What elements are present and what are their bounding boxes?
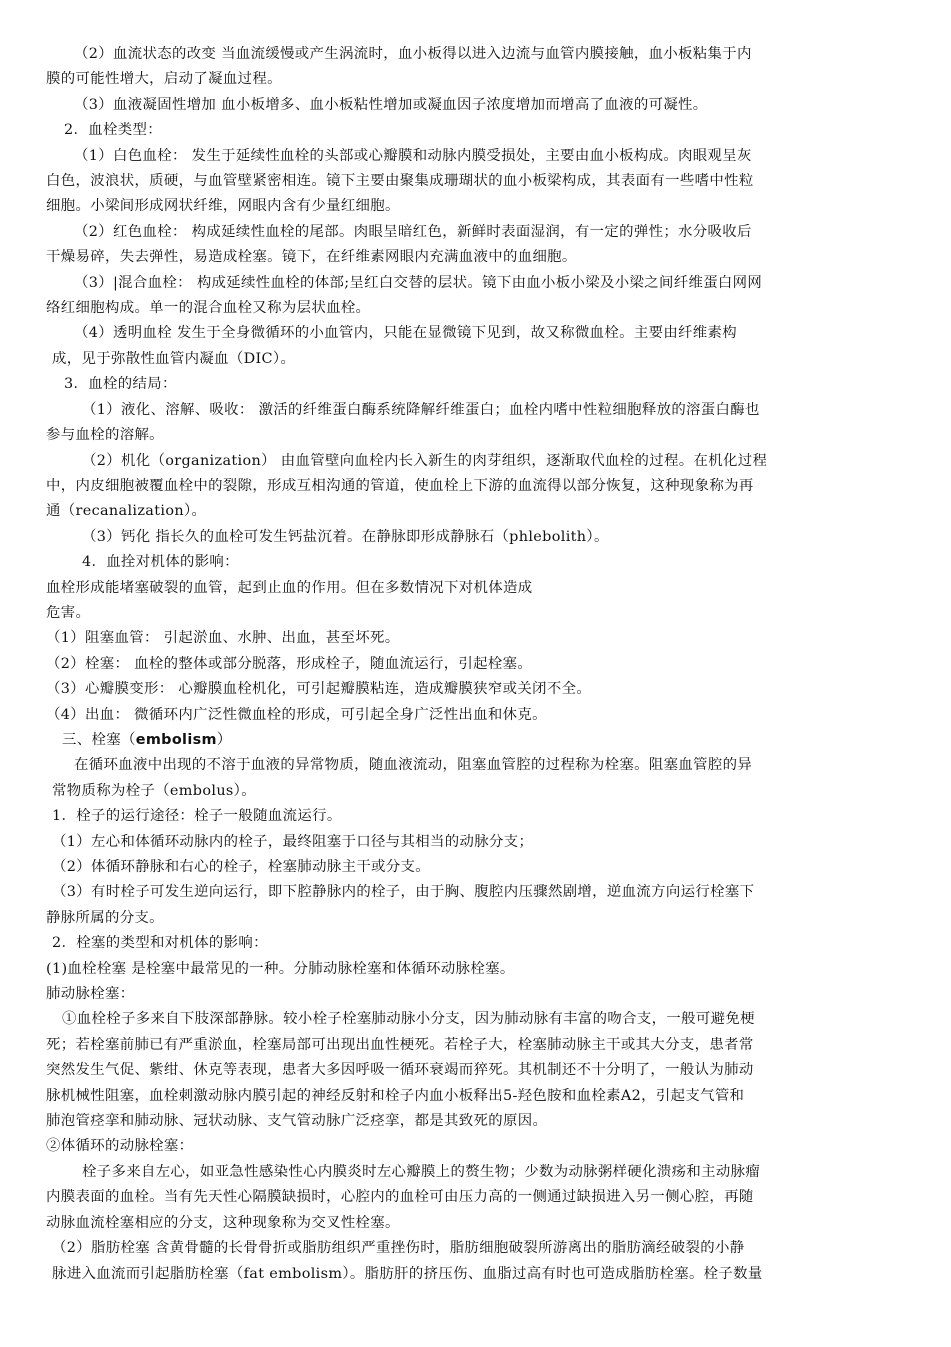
- text-line: 肺泡管痉挛和肺动脉、冠状动脉、支气管动脉广泛痉挛，都是其致死的原因。: [46, 1113, 548, 1130]
- text-line: （2）栓塞： 血栓的整体或部分脱落，形成栓子，随血流运行，引起栓塞。: [46, 655, 533, 672]
- text-line: 络红细胞构成。单一的混合血栓又称为层状血栓。: [46, 300, 371, 317]
- text-line: 血栓形成能堵塞破裂的血管，起到止血的作用。但在多数情况下对机体造成: [46, 579, 533, 596]
- text-line: 肺动脉栓塞：: [46, 986, 135, 1003]
- text-line: ②体循环的动脉栓塞：: [46, 1138, 194, 1155]
- text-line: 危害。: [46, 604, 91, 621]
- text-line: （1）白色血栓： 发生于延续性血栓的头部或心瓣膜和动脉内膜受损处，主要由血小板构成。肉眼观呈灰: [74, 147, 752, 164]
- text-line: （3）血液凝固性增加 血小板增多、血小板粘性增加或凝血因子浓度增加而增高了血液的可凝性。: [74, 96, 708, 113]
- text-line: 3．血栓的结局：: [64, 376, 177, 393]
- text-line: (1)血栓栓塞 是栓塞中最常见的一种。分肺动脉栓塞和体循环动脉栓塞。: [46, 960, 515, 977]
- text-line: 在循环血液中出现的不溶于血液的异常物质，随血液流动，阻塞血管腔的过程称为栓塞。阻塞血管腔的异: [74, 757, 753, 774]
- text-line: 突然发生气促、紫绀、休克等表现，患者大多因呼吸一循环衰竭而猝死。其机制还不十分明了，一般认为肺动: [46, 1062, 754, 1079]
- text-line: 三、栓塞（embolism）: [62, 731, 232, 748]
- text-line: 通（recanalization）。: [46, 503, 207, 520]
- text-line: （4）出血： 微循环内广泛性微血栓的形成，可引起全身广泛性出血和休克。: [46, 706, 547, 723]
- text-line: 成，见于弥散性血管内凝血（DIC）。: [52, 350, 296, 367]
- text-line: 内膜表面的血栓。当有先天性心隔膜缺损时，心腔内的血栓可由压力高的一侧通过缺损进入另一侧心腔，再随: [46, 1189, 754, 1206]
- text-line: （3）钙化 指长久的血栓可发生钙盐沉着。在静脉即形成静脉石（phlebolith）。: [82, 528, 609, 545]
- text-line: （3）心瓣膜变形： 心瓣膜血栓机化，可引起瓣膜粘连，造成瓣膜狭窄或关闭不全。: [46, 681, 592, 698]
- text-line: （1）阻塞血管： 引起淤血、水肿、出血，甚至坏死。: [46, 630, 400, 647]
- text-line: 白色，波浪状，质硬，与血管壁紧密相连。镜下主要由聚集成珊瑚状的血小板梁构成，其表面有一些嗜中性粒: [46, 173, 754, 190]
- text-line: 干燥易碎，失去弹性，易造成栓塞。镜下，在纤维素网眼内充满血液中的血细胞。: [46, 249, 577, 266]
- text-line: 中，内皮细胞被覆血栓中的裂隙，形成互相沟通的管道，使血栓上下游的血流得以部分恢复，这种现象称为再: [46, 477, 754, 494]
- text-line: 2．栓塞的类型和对机体的影响：: [52, 935, 268, 952]
- text-line: （2）红色血栓： 构成延续性血栓的尾部。肉眼呈暗红色，新鲜时表面湿润，有一定的弹性；水分吸收后: [74, 223, 752, 240]
- text-line: 动脉血流栓塞相应的分支，这种现象称为交叉性栓塞。: [46, 1214, 400, 1231]
- text-line: （3）|混合血栓： 构成延续性血栓的体部;呈红白交替的层状。镜下由血小板小梁及小梁之间纤维蛋白网网: [74, 274, 763, 291]
- text-line: （2）脂肪栓塞 含黄骨髓的长骨骨折或脂肪组织严重挫伤时，脂肪细胞破裂所游离出的脂肪滴经破裂的小静: [52, 1240, 745, 1257]
- text-line: 参与血栓的溶解。: [46, 427, 164, 444]
- text-line: 1．栓子的运行途径：栓子一般随血流运行。: [52, 808, 342, 825]
- text-line: ①血栓栓子多来自下肢深部静脉。较小栓子栓塞肺动脉小分支，因为肺动脉有丰富的吻合支，一般可避免梗: [62, 1011, 755, 1028]
- text-line: 脉进入血流而引起脂肪栓塞（fat embolism）。脂肪肝的挤压伤、血脂过高有时也可造成脂肪栓塞。栓子数量: [52, 1265, 763, 1282]
- text-line: （1）左心和体循环动脉内的栓子，最终阻塞于口径与其相当的动脉分支；: [52, 833, 534, 850]
- text-line: 2．血栓类型：: [64, 122, 162, 139]
- text-line: 死；若栓塞前肺已有严重淤血，栓塞局部可出现出血性梗死。若栓子大，栓塞肺动脉主干或其大分支，患者常: [46, 1036, 754, 1053]
- text-line: 常物质称为栓子（embolus）。: [52, 782, 256, 799]
- text-line: （2）机化（organization） 由血管壁向血栓内长入新生的肉芽组织，逐渐取代血栓的过程。在机化过程: [82, 452, 768, 469]
- text-line: 脉机械性阻塞，血栓刺激动脉内膜引起的神经反射和栓子内血小板释出5-羟色胺和血栓素A2，引起支气管和: [46, 1087, 745, 1104]
- text-line: 细胞。小梁间形成网状纤维，网眼内含有少量红细胞。: [46, 198, 400, 215]
- text-line: 栓子多来自左心，如亚急性感染性心内膜炎时左心瓣膜上的赘生物；少数为动脉粥样硬化溃疡和主动脉瘤: [82, 1163, 761, 1180]
- document-page: [46, 42, 908, 1287]
- text-line: 静脉所属的分支。: [46, 909, 164, 926]
- text-line: （2）血流状态的改变 当血流缓慢或产生涡流时，血小板得以进入边流与血管内膜接触，血小板粘集于内: [74, 46, 752, 62]
- text-line: （1）液化、溶解、吸收： 激活的纤维蛋白酶系统降解纤维蛋白；血栓内嗜中性粒细胞释放的溶蛋白酶也: [82, 401, 760, 418]
- text-line: 膜的可能性增大，启动了凝血过程。: [46, 71, 282, 88]
- text-line: （2）体循环静脉和右心的栓子，栓塞肺动脉主干或分支。: [52, 859, 431, 875]
- text-line: （4）透明血栓 发生于全身微循环的小血管内，只能在显微镜下见到，故又称微血栓。主要由纤维素构: [74, 325, 738, 342]
- heading-term: embolism: [135, 731, 217, 748]
- text-line: 4．血拴对机体的影响：: [82, 554, 239, 571]
- text-line: （3）有时栓子可发生逆向运行，即下腔静脉内的栓子，由于胸、腹腔内压骤然剧增，逆血流方向运行栓塞下: [52, 884, 755, 901]
